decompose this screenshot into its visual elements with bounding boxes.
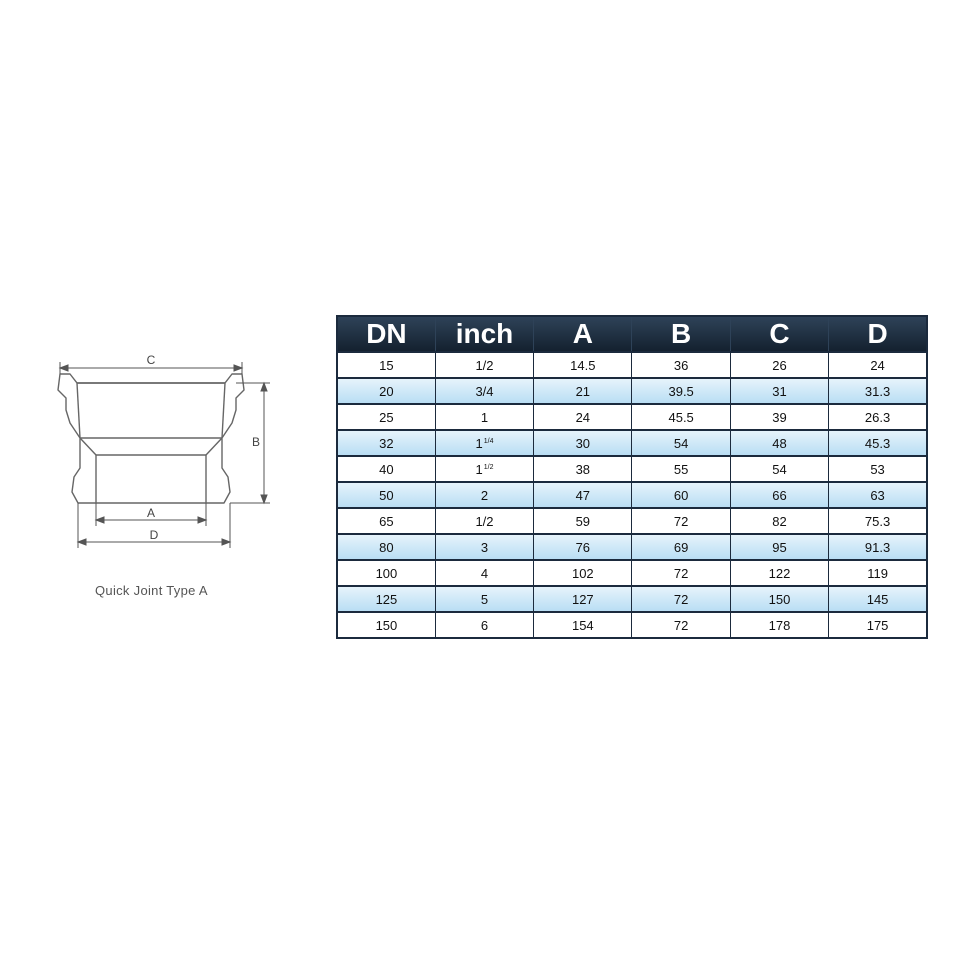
- cell-d: 75.3: [829, 508, 927, 534]
- cell-d: 24: [829, 352, 927, 378]
- cell-c: 82: [730, 508, 828, 534]
- cell-dn: 65: [337, 508, 435, 534]
- cell-a: 21: [534, 378, 632, 404]
- cell-c: 150: [730, 586, 828, 612]
- table-row: [337, 534, 927, 560]
- cell-b: 36: [632, 352, 730, 378]
- inch-value: 4: [480, 565, 489, 581]
- cell-d: 45.3: [829, 430, 927, 456]
- cell-a: 24: [534, 404, 632, 430]
- cell-a: 154: [534, 612, 632, 638]
- quick-joint-drawing: [40, 340, 300, 620]
- inch-value: 1/2: [475, 513, 494, 529]
- cell-d: 53: [829, 456, 927, 482]
- dim-b-label: B: [251, 435, 261, 449]
- dim-c-label: C: [146, 353, 156, 367]
- inch-value: 5: [480, 591, 489, 607]
- cell-inch: [435, 352, 533, 378]
- cell-b: 72: [632, 560, 730, 586]
- cell-inch: [435, 508, 533, 534]
- cell-b: 45.5: [632, 404, 730, 430]
- table-header-row: [337, 316, 927, 352]
- cell-dn: 32: [337, 430, 435, 456]
- cell-c: 178: [730, 612, 828, 638]
- inch-value: 6: [480, 617, 489, 633]
- table-row: [337, 508, 927, 534]
- cell-inch: [435, 378, 533, 404]
- cell-a: 14.5: [534, 352, 632, 378]
- cell-a: 102: [534, 560, 632, 586]
- cell-c: 95: [730, 534, 828, 560]
- column-header-a: A: [534, 316, 632, 352]
- dimension-table: [336, 315, 928, 639]
- inch-value: 1: [475, 461, 483, 477]
- inch-value: 1: [480, 409, 489, 425]
- inch-value: 1: [475, 435, 483, 451]
- dim-d-label: D: [149, 528, 159, 542]
- cell-inch: [435, 612, 533, 638]
- cell-d: 91.3: [829, 534, 927, 560]
- dim-a-label: A: [146, 506, 156, 520]
- column-header-c: C: [730, 316, 828, 352]
- cell-dn: 25: [337, 404, 435, 430]
- cell-d: 31.3: [829, 378, 927, 404]
- cell-c: 48: [730, 430, 828, 456]
- inch-value: 3: [480, 539, 489, 555]
- inner-wall-right: [222, 383, 225, 438]
- cell-d: 63: [829, 482, 927, 508]
- table-row: [337, 482, 927, 508]
- table-row: [337, 586, 927, 612]
- cell-dn: 20: [337, 378, 435, 404]
- cell-dn: 100: [337, 560, 435, 586]
- table-row: [337, 456, 927, 482]
- bore-left: [80, 438, 96, 455]
- table-row: [337, 560, 927, 586]
- cell-b: 60: [632, 482, 730, 508]
- cell-inch: [435, 456, 533, 482]
- cell-c: 66: [730, 482, 828, 508]
- table-row: [337, 352, 927, 378]
- column-header-d: D: [829, 316, 927, 352]
- inner-wall-left: [77, 383, 80, 438]
- cell-c: 26: [730, 352, 828, 378]
- cell-a: 38: [534, 456, 632, 482]
- cell-dn: 50: [337, 482, 435, 508]
- cell-a: 76: [534, 534, 632, 560]
- cell-a: 59: [534, 508, 632, 534]
- cell-dn: 80: [337, 534, 435, 560]
- inch-fraction: 1/4: [483, 437, 494, 445]
- cell-dn: 150: [337, 612, 435, 638]
- cell-a: 30: [534, 430, 632, 456]
- cell-a: 47: [534, 482, 632, 508]
- cell-a: 127: [534, 586, 632, 612]
- cell-c: 54: [730, 456, 828, 482]
- cell-b: 69: [632, 534, 730, 560]
- table-row: [337, 378, 927, 404]
- cell-c: 31: [730, 378, 828, 404]
- bore-right: [206, 438, 222, 455]
- cell-b: 39.5: [632, 378, 730, 404]
- cell-b: 55: [632, 456, 730, 482]
- cell-dn: 40: [337, 456, 435, 482]
- inch-value: 1/2: [475, 357, 494, 373]
- inch-value: 2: [480, 487, 489, 503]
- cell-b: 72: [632, 508, 730, 534]
- column-header-b: B: [632, 316, 730, 352]
- cell-inch: [435, 534, 533, 560]
- table-row: [337, 404, 927, 430]
- cell-d: 119: [829, 560, 927, 586]
- cell-b: 72: [632, 586, 730, 612]
- table-row: [337, 430, 927, 456]
- cell-inch: [435, 482, 533, 508]
- cell-dn: 125: [337, 586, 435, 612]
- cell-d: 145: [829, 586, 927, 612]
- table-row: [337, 612, 927, 638]
- cell-dn: 15: [337, 352, 435, 378]
- column-header-dn: DN: [337, 316, 435, 352]
- cell-b: 54: [632, 430, 730, 456]
- quick-joint-diagram: [40, 340, 300, 620]
- inch-value: 3/4: [475, 383, 494, 399]
- cell-d: 175: [829, 612, 927, 638]
- table-body: [337, 352, 927, 638]
- cell-inch: [435, 560, 533, 586]
- cell-inch: [435, 430, 533, 456]
- cell-b: 72: [632, 612, 730, 638]
- cell-d: 26.3: [829, 404, 927, 430]
- drawing-caption: Quick Joint Type A: [95, 583, 208, 598]
- cell-c: 122: [730, 560, 828, 586]
- column-header-inch: inch: [435, 316, 533, 352]
- cell-inch: [435, 586, 533, 612]
- cell-c: 39: [730, 404, 828, 430]
- cell-inch: [435, 404, 533, 430]
- inch-fraction: 1/2: [483, 463, 494, 471]
